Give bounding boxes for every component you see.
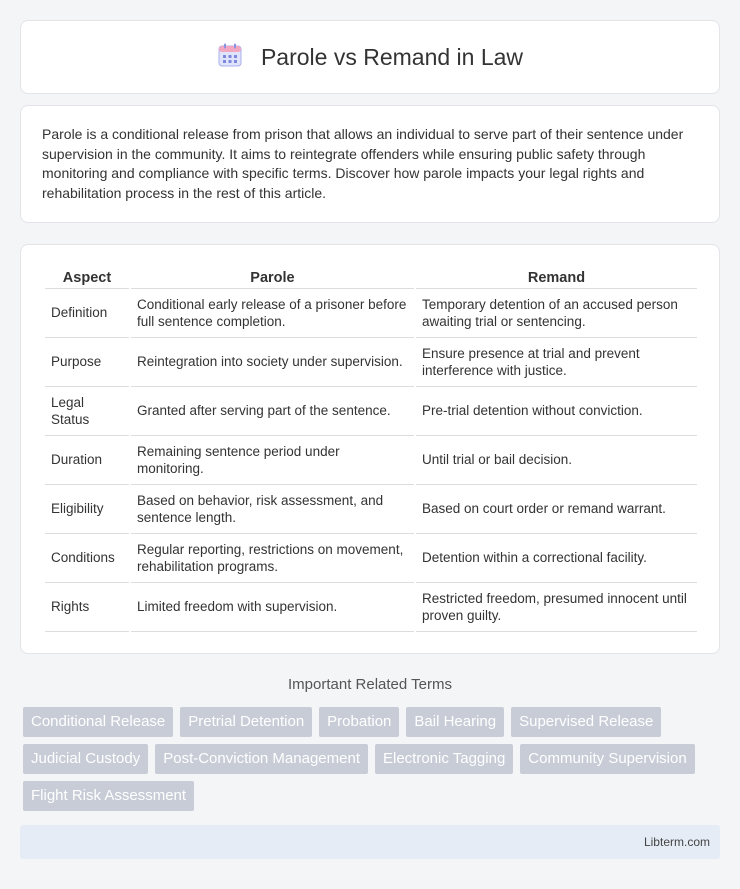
- related-term-tag[interactable]: Electronic Tagging: [375, 744, 513, 774]
- table-row: [45, 436, 697, 485]
- row-parole: Based on behavior, risk assessment, and sentence length.: [131, 485, 414, 534]
- table-row: [45, 534, 697, 583]
- comparison-table-card: [20, 244, 720, 654]
- related-term-tag[interactable]: Conditional Release: [23, 707, 173, 737]
- row-remand: Temporary detention of an accused person awaiting trial or sentencing.: [416, 289, 697, 338]
- row-remand: Restricted freedom, presumed innocent until proven guilty.: [416, 583, 697, 632]
- row-remand: Pre-trial detention without conviction.: [416, 387, 697, 436]
- related-terms-title: Important Related Terms: [288, 676, 452, 693]
- row-aspect: Eligibility: [45, 485, 129, 534]
- row-parole: Reintegration into society under supervision.: [131, 338, 414, 387]
- intro-text: Parole is a conditional release from prison that allows an individual to serve part of their sentence under supervision in the community. It aims to reintegrate offenders while ensuring public safety through monitoring and compliance with specific terms. Discover how parole impacts your legal rights and rehabilitation process in the rest of this article.: [42, 126, 684, 201]
- table-row: [45, 289, 697, 338]
- table-header-row: [45, 265, 697, 289]
- row-remand: Until trial or bail decision.: [416, 436, 697, 485]
- page-title: Parole vs Remand in Law: [260, 43, 524, 70]
- row-aspect: Definition: [45, 289, 129, 338]
- related-term-tag[interactable]: Supervised Release: [511, 707, 661, 737]
- table-row: [45, 583, 697, 632]
- comparison-table: [43, 265, 699, 632]
- related-term-tag[interactable]: Probation: [319, 707, 399, 737]
- header-card: [20, 20, 720, 94]
- row-aspect: Purpose: [45, 338, 129, 387]
- footer-site-link[interactable]: Libterm.com: [643, 835, 710, 849]
- related-term-tag[interactable]: Judicial Custody: [23, 744, 148, 774]
- row-aspect: Legal Status: [45, 387, 129, 436]
- row-remand: Based on court order or remand warrant.: [416, 485, 697, 534]
- row-parole: Regular reporting, restrictions on movement, rehabilitation programs.: [131, 534, 414, 583]
- row-aspect: Rights: [45, 583, 129, 632]
- row-parole: Limited freedom with supervision.: [131, 583, 414, 632]
- header-aspect: Aspect: [45, 265, 129, 289]
- related-term-tag[interactable]: Post-Conviction Management: [155, 744, 368, 774]
- row-parole: Granted after serving part of the sentence.: [131, 387, 414, 436]
- footer: [20, 825, 720, 859]
- header-parole: Parole: [131, 265, 414, 289]
- intro-card: [20, 105, 720, 223]
- row-aspect: Duration: [45, 436, 129, 485]
- related-term-tag[interactable]: Pretrial Detention: [180, 707, 312, 737]
- row-remand: Detention within a correctional facility.: [416, 534, 697, 583]
- related-term-tag[interactable]: Flight Risk Assessment: [23, 781, 194, 811]
- table-row: [45, 485, 697, 534]
- related-term-tag[interactable]: Community Supervision: [520, 744, 694, 774]
- row-parole: Remaining sentence period under monitoring.: [131, 436, 414, 485]
- row-remand: Ensure presence at trial and prevent interference with justice.: [416, 338, 697, 387]
- table-row: [45, 387, 697, 436]
- row-aspect: Conditions: [45, 534, 129, 583]
- related-term-tag[interactable]: Bail Hearing: [406, 707, 504, 737]
- calendar-icon: [217, 42, 243, 73]
- header-remand: Remand: [416, 265, 697, 289]
- row-parole: Conditional early release of a prisoner before full sentence completion.: [131, 289, 414, 338]
- related-terms-list: [23, 707, 723, 811]
- table-row: [45, 338, 697, 387]
